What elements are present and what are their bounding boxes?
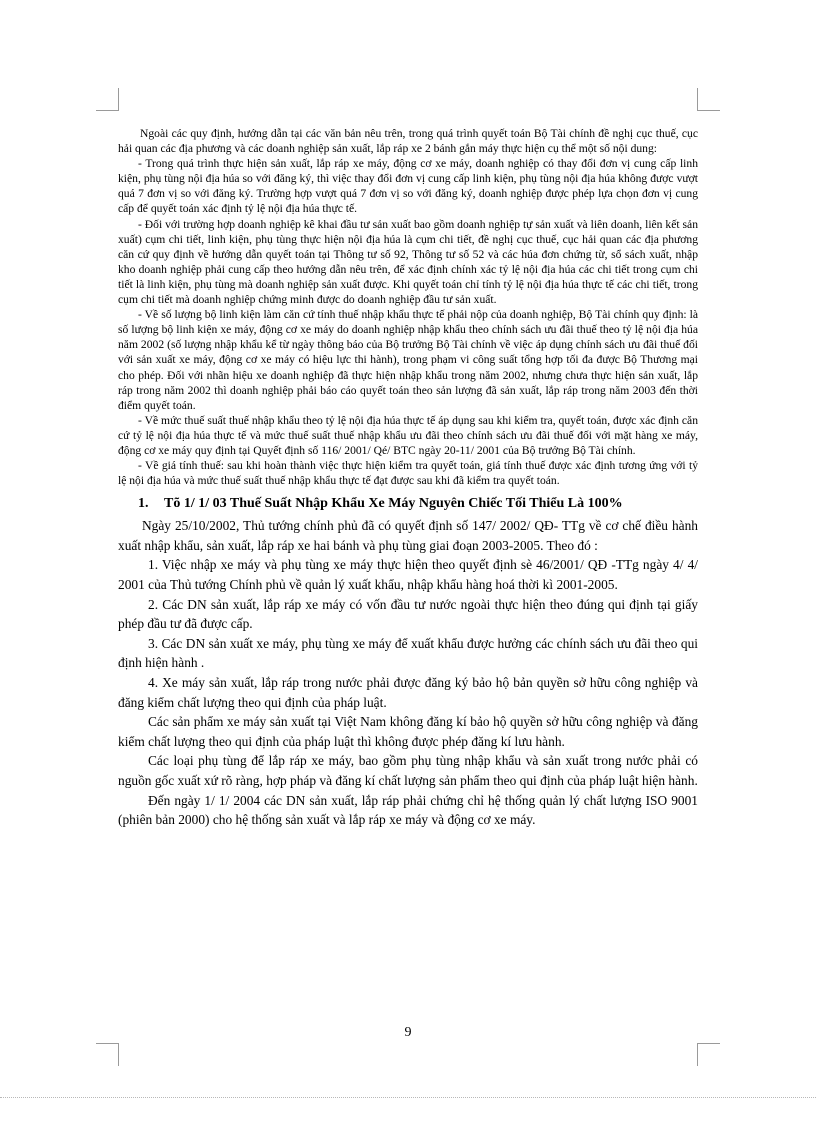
- body-paragraph: Các loại phụ tùng để lắp ráp xe máy, bao gồm phụ tùng nhập khẩu và sản xuất trong nước phải có nguồn gốc xuất xứ rõ ràng, hợp pháp và đăng kí chất lượng sản phẩm theo qui định của pháp luật hiện hành.: [118, 753, 698, 788]
- crop-mark-top-left: [96, 88, 119, 111]
- body-paragraph: Các sản phẩm xe máy sản xuất tại Việt Nam không đăng kí bảo hộ quyền sở hữu công nghiệp và đăng kiểm chất lượng theo qui định của pháp luật thì không được phép đăng kí lưu hành.: [118, 714, 698, 749]
- body-paragraph: Ngày 25/10/2002, Thủ tướng chính phủ đã có quyết định số 147/ 2002/ QĐ- TTg về cơ chế điều hành xuất nhập khẩu, sản xuất, lắp ráp xe hai bánh và phụ tùng giai đoạn 2003-2005. Theo đó :: [118, 518, 698, 553]
- section-body: [118, 516, 698, 830]
- crop-mark-top-right: [697, 88, 720, 111]
- document-body: [118, 126, 698, 830]
- numbered-item: 4. Xe máy sản xuất, lắp ráp trong nước phải được đăng ký bảo hộ bản quyền sở hữu công nghiệp và đăng kiểm chất lượng theo qui định của pháp luật.: [118, 675, 698, 710]
- body-paragraph: Đến ngày 1/ 1/ 2004 các DN sản xuất, lắp ráp phải chứng chỉ hệ thống quản lý chất lượng ISO 9001 (phiên bản 2000) cho hệ thống sản xuất và lắp ráp xe máy và động cơ xe máy.: [118, 792, 698, 828]
- intro-bullet: - Về giá tính thuế: sau khi hoàn thành việc thực hiện kiểm tra quyết toán, giá tính thuế được xác định tương ứng với tỷ lệ nội địa húa và mức thuế suất thuế nhập khẩu thực tế đạt được sau khi đã kiểm tra quyết toán.: [118, 459, 698, 488]
- intro-bullet: - Về mức thuế suất thuế nhập khẩu theo tỷ lệ nội địa húa thực tế áp dụng sau khi kiểm tra, quyết toán, được xác định căn cứ tỷ lệ nội địa húa thực tế và mức thuế suất thuế nhập khẩu ưu đãi theo chính sách ưu đãi thuế đối với mặt hàng xe máy, động cơ xe máy quy định tại Quyết định số 116/ 2001/ Qé/ BTC ngày 20-11/ 2001 của Bộ trưởng Bộ Tài chính.: [118, 413, 698, 457]
- page-number: 9: [404, 1025, 412, 1040]
- crop-mark-bottom-left: [96, 1043, 119, 1066]
- section-title: Tõ 1/ 1/ 03 Thuế Suất Nhập Khẩu Xe Máy Nguyên Chiếc Tối Thiểu Là 100%: [164, 496, 623, 512]
- intro-bullet: - Đối với trường hợp doanh nghiệp kê khai đầu tư sản xuất bao gồm doanh nghiệp tự sản xuất và liên doanh, liên kết sản xuất) cụm chi tiết, linh kiện, phụ tùng thực hiện nội địa húa là cụm chi tiết, đề nghị cục thuế, cục hải quan các địa phương căn cứ quy định về hướng dẫn quyết toán tại Thông tư số 92, Thông tư số 52 và các húa đơn chứng từ, sổ sách xuất, nhập kho doanh nghiệp phải cung cấp theo hướng dẫn nêu trên, để xác định chính xác tỷ lệ nội địa húa các chi tiết trong cụm chi tiết là linh kiện, phụ tùng mà doanh nghiệp sản xuất được. Khi quyết toán chỉ tính tỷ lệ nội địa húa thực tế các chi tiết, trong cụm chi tiết mà doanh nghiệp chứng minh được do doanh nghiệp đầu tư sản xuất.: [118, 217, 698, 307]
- section-heading: [118, 494, 698, 514]
- intro-bullet: - Về số lượng bộ linh kiện làm căn cứ tính thuế nhập khẩu thực tế phải nộp của doanh nghiệp, Bộ Tài chính quy định: là số lượng bộ linh kiện xe máy, động cơ xe máy do doanh nghiệp nhập khẩu theo chính sách ưu đãi thuế theo tỷ lệ nội địa húa năm 2002 (số lượng nhập khẩu kể từ ngày thông báo của Bộ trưởng Bộ Tài chính về việc áp dụng chính sách ưu đãi thuế đối với sản xuất xe máy, động cơ xe máy có hiệu lực thi hành), trong phạm vi công suất tổng hợp tối đa được Bộ Thương mại cho phép. Đối với nhãn hiệu xe doanh nghiệp đã thực hiện nhập khẩu trong năm 2002, nhưng chưa thực hiện sản xuất, lắp ráp trong năm 2002 thì doanh nghiệp phải báo cáo quyết toán theo sản lượng đã sản xuất, lắp ráp trong năm 2003 đến thời điểm quyết toán.: [118, 308, 698, 412]
- intro-bullet: - Trong quá trình thực hiện sản xuất, lắp ráp xe máy, động cơ xe máy, doanh nghiệp có thay đổi đơn vị cung cấp linh kiện, phụ tùng nội địa húa so với đăng ký, thì việc thay đổi đơn vị cung cấp linh kiện, phụ tùng nội địa húa không được vượt quá 7 đơn vị so với đăng ký. Trường hợp vượt quá 7 đơn vị so với đăng ký, doanh nghiệp được phép lựa chọn đơn vị cung cấp để quyết toán xác định tỷ lệ nội địa húa thực tế.: [118, 157, 698, 216]
- intro-section: [118, 126, 698, 488]
- numbered-item: 1. Việc nhập xe máy và phụ tùng xe máy thực hiện theo quyết định sè 46/2001/ QĐ -TTg ngày 4/ 4/ 2001 của Thủ tướng Chính phủ về quản lý xuất khẩu, nhập khẩu hàng hoá thời kì 2001-2005.: [118, 557, 698, 593]
- page-bottom-border: [0, 1097, 816, 1098]
- numbered-item: 2. Các DN sản xuất, lắp ráp xe máy có vốn đầu tư nước ngoài thực hiện theo đúng qui định tại giấy phép đầu tư đã được cấp.: [118, 596, 698, 632]
- numbered-item: 3. Các DN sản xuất xe máy, phụ tùng xe máy để xuất khẩu được hưởng các chính sách ưu đãi theo qui định hiện hành .: [118, 635, 698, 671]
- section-number: 1.: [138, 496, 149, 512]
- crop-mark-bottom-right: [697, 1043, 720, 1066]
- intro-paragraph: Ngoài các quy định, hướng dẫn tại các văn bản nêu trên, trong quá trình quyết toán Bộ Tài chính đề nghị cục thuế, cục hải quan các địa phương và các doanh nghiệp sản xuất, lắp ráp xe 2 bánh gắn máy thực hiện cụ thể một số nội dung:: [118, 127, 698, 156]
